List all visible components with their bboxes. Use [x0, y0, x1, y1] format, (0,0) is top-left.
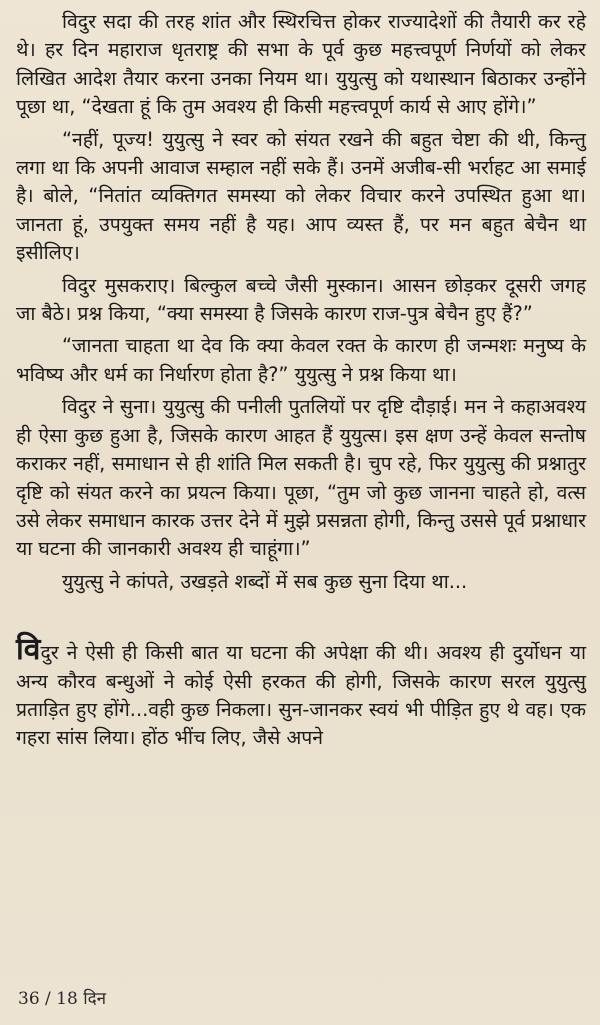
- paragraph-7: [16, 632, 586, 753]
- paragraph-3: विदुर मुसकराए। बिल्कुल बच्चे जैसी मुस्कान। आसन छोड़कर दूसरी जगह जा बैठे। प्रश्न किया, “क्या समस्या है जिसके कारण राज-पुत्र बेचैन हुए हैं?”: [16, 273, 586, 326]
- paragraph-4: “जानता चाहता था देव कि क्या केवल रक्त के कारण ही जन्मशः मनुष्य के भविष्य और धर्म का निर्धारण होता है?” युयुत्सु ने प्रश्न किया था।: [16, 334, 586, 386]
- paragraph-7-text: दुर ने ऐसी ही किसी बात या घटना की अपेक्षा की थी। अवश्य ही दुर्योधन या अन्य कौरव बन्धुओं ने कोई ऐसी हरकत की होगी, जिसके कारण सरल युयुत्सु प्रताड़ित हुए होंगे...वही कुछ निकला। सुन-जानकर स्वयं भी पीड़ित हुए थे वह। एक गहरा सांस लिया। होंठ भींच लिए, जैसे अपने: [16, 641, 586, 750]
- page-footer: 36 / 18 दिन: [18, 989, 107, 1009]
- paragraph-5: विदुर ने सुना। युयुत्सु की पनीली पुतलियों पर दृष्टि दौड़ाई। मन ने कहाअवश्य ही ऐसा कुछ हुआ है, जिसके कारण आहत हैं युयुत्स। इस क्षण उन्हें केवल सन्तोष कराकर नहीं, समाधान से ही शांति मिल सकती है। चुप रहे, फिर युयुत्सु की प्रश्नातुर दृष्टि को संयत करने का प्रयत्न किया। पूछा, “तुम जो कुछ जानना चाहते हो, वत्स उसे लेकर समाधान कारक उत्तर देने में मुझे प्रसन्नता होगी, किन्तु उससे पूर्व प्रश्नाधार या घटना की जानकारी अवश्य ही चाहूंगा।”: [16, 395, 586, 561]
- section-break: [16, 596, 586, 638]
- paragraph-2: “नहीं, पूज्य! युयुत्सु ने स्वर को संयत रखने की बहुत चेष्टा की थी, किन्तु लगा था कि अपनी आवाज सम्हाल नहीं सके हैं। उनमें अजीब-सी भर्राहट आ समाई है। बोले, “नितांत व्यक्तिगत समस्या को लेकर विचार करने उपस्थित हुआ था। जानता हूं, उपयुक्त समय नहीं है यह। आप व्यस्त हैं, पर मन बहुत बेचैन था इसीलिए।: [16, 127, 586, 265]
- drop-cap: वि: [16, 632, 41, 668]
- paragraph-6: युयुत्सु ने कांपते, उखड़ते शब्दों में सब कुछ सुना दिया था...: [62, 569, 468, 593]
- paragraph-1: विदुर सदा की तरह शांत और स्थिरचित्त होकर राज्यादेशों की तैयारी कर रहे थे। हर दिन महाराज धृतराष्ट्र की सभा के पूर्व कुछ महत्त्वपूर्ण निर्णयों को लेकर लिखित आदेश तैयार करना उनका नियम था। युयुत्सु को यथास्थान बिठाकर उन्होंने पूछा था, “देखता हूं कि तुम अवश्य ही किसी महत्त्वपूर्ण कार्य से आए होंगे।”: [16, 10, 586, 119]
